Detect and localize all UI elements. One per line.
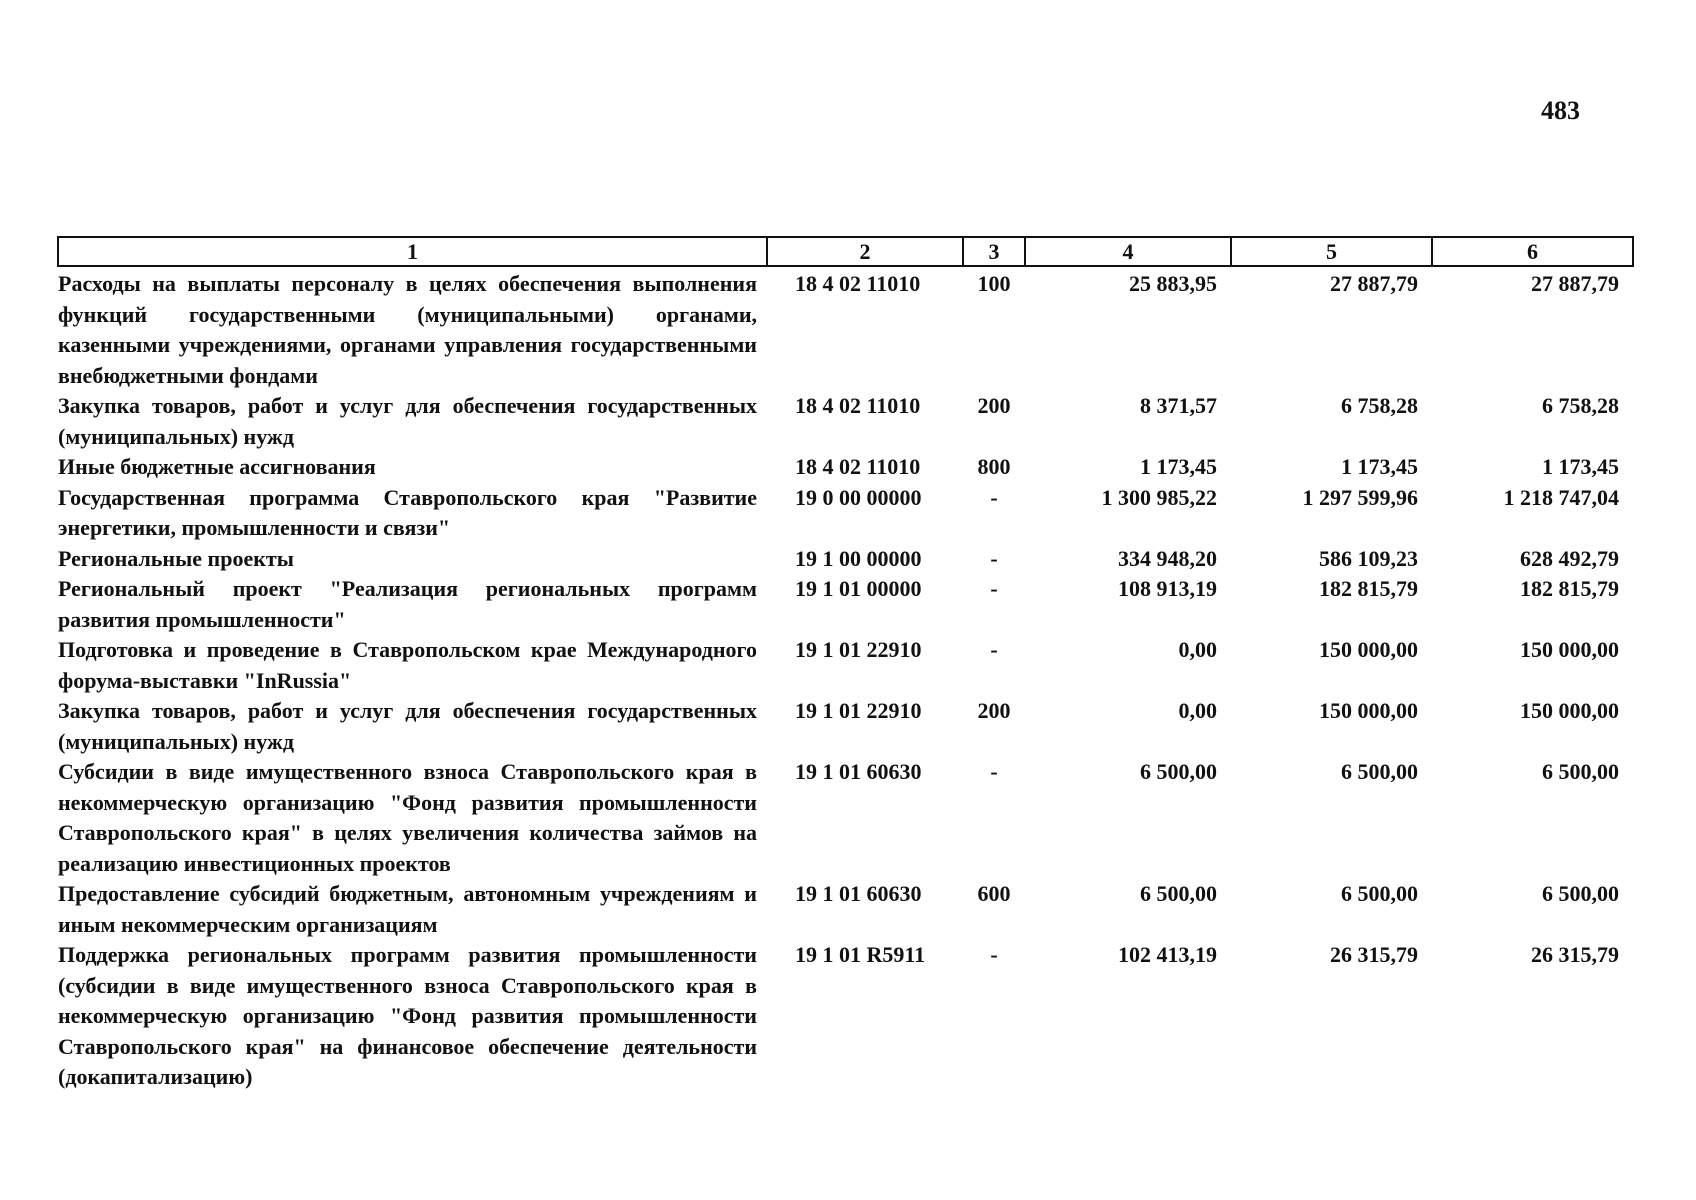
row-name: Поддержка региональных программ развития промышленности (субсидии в виде имущественного взноса Ставропольского края в некоммерческую организацию "Фонд развития промышленности Ставропольского края" на финансовое обеспечение деятельности (докапитализацию) (58, 942, 757, 1089)
row-code: 19 1 01 60630 (795, 881, 922, 906)
row-expense-type: 800 (977, 454, 1011, 479)
row-value-6: 6 500,00 (1542, 759, 1619, 784)
row-expense-type: 200 (977, 698, 1011, 723)
row-expense-type: 200 (977, 393, 1011, 418)
row-value-6: 182 815,79 (1520, 576, 1619, 601)
table-row (58, 757, 1633, 879)
table-row (58, 940, 1633, 1093)
row-name: Иные бюджетные ассигнования (58, 454, 376, 479)
table-row (58, 696, 1633, 757)
budget-table (57, 236, 1634, 1093)
row-name: Закупка товаров, работ и услуг для обеспечения государственных (муниципальных) нужд (58, 698, 757, 754)
row-value-6: 27 887,79 (1531, 271, 1619, 296)
row-value-5: 6 758,28 (1341, 393, 1418, 418)
header-col-1: 1 (58, 237, 767, 266)
table-row (58, 879, 1633, 940)
page-number: 483 (1541, 96, 1580, 125)
row-value-4: 102 413,19 (1118, 942, 1217, 967)
row-expense-type: - (990, 484, 998, 510)
row-value-5: 150 000,00 (1319, 637, 1418, 662)
header-col-2: 2 (767, 237, 963, 266)
row-name: Региональные проекты (58, 545, 294, 571)
row-value-5: 26 315,79 (1330, 942, 1418, 967)
row-value-5: 27 887,79 (1330, 271, 1418, 296)
row-value-6: 6 758,28 (1542, 393, 1619, 418)
row-expense-type: - (990, 759, 998, 784)
header-col-3: 3 (963, 237, 1025, 266)
row-value-5: 182 815,79 (1319, 576, 1418, 601)
row-value-5: 6 500,00 (1341, 759, 1418, 784)
row-code: 19 1 01 60630 (795, 759, 922, 784)
row-value-6: 1 173,45 (1542, 454, 1619, 479)
row-value-4: 1 173,45 (1140, 454, 1217, 479)
row-name: Подготовка и проведение в Ставропольском крае Международного форума-выставки "InRussia" (58, 637, 757, 693)
row-value-5: 1 173,45 (1341, 454, 1418, 479)
header-col-4: 4 (1025, 237, 1231, 266)
row-value-6: 26 315,79 (1531, 942, 1619, 967)
row-name: Региональный проект "Реализация региональных программ развития промышленности" (58, 576, 757, 632)
row-value-6: 150 000,00 (1520, 698, 1619, 723)
row-name: Расходы на выплаты персоналу в целях обеспечения выполнения функций государственными (муниципальными) органами, казенными учреждениями, органами управления государственными внебюджетными фондами (58, 271, 757, 388)
row-expense-type: - (990, 637, 998, 662)
row-value-4: 108 913,19 (1118, 576, 1217, 601)
row-value-4: 8 371,57 (1140, 393, 1217, 418)
row-expense-type: - (990, 576, 998, 601)
row-value-4: 1 300 985,22 (1101, 484, 1217, 510)
table-row (58, 452, 1633, 483)
row-value-5: 150 000,00 (1319, 698, 1418, 723)
row-expense-type: 100 (977, 271, 1011, 296)
row-value-6: 150 000,00 (1520, 637, 1619, 662)
table-body (58, 266, 1633, 1093)
row-value-6: 6 500,00 (1542, 881, 1619, 906)
table-row (58, 483, 1633, 544)
row-name: Закупка товаров, работ и услуг для обеспечения государственных (муниципальных) нужд (58, 393, 757, 449)
row-value-5: 1 297 599,96 (1302, 484, 1418, 510)
table-row (58, 266, 1633, 391)
row-value-5: 6 500,00 (1341, 881, 1418, 906)
table-row (58, 544, 1633, 575)
row-value-6: 1 218 747,04 (1503, 484, 1619, 510)
row-code: 19 1 00 00000 (795, 545, 922, 571)
row-code: 18 4 02 11010 (795, 271, 921, 296)
row-name: Субсидии в виде имущественного взноса Ставропольского края в некоммерческую организацию "Фонд развития промышленности Ставропольского края" в целях увеличения количества займов на реализацию инвестиционных проектов (58, 759, 757, 876)
table-row (58, 574, 1633, 635)
header-col-6: 6 (1432, 237, 1633, 266)
table-row (58, 635, 1633, 696)
row-expense-type: - (990, 545, 998, 571)
header-row (58, 237, 1633, 266)
row-code: 18 4 02 11010 (795, 454, 921, 479)
row-code: 19 1 01 22910 (795, 637, 922, 662)
row-value-4: 6 500,00 (1140, 881, 1217, 906)
row-code: 19 0 00 00000 (795, 484, 922, 510)
table-row (58, 391, 1633, 452)
row-value-4: 0,00 (1178, 637, 1217, 662)
row-name: Предоставление субсидий бюджетным, автономным учреждениям и иным некоммерческим организациям (58, 881, 757, 937)
row-code: 19 1 01 R5911 (795, 942, 926, 967)
row-code: 19 1 01 22910 (795, 698, 922, 723)
row-code: 19 1 01 00000 (795, 576, 922, 601)
row-expense-type: - (990, 942, 998, 967)
row-expense-type: 600 (977, 881, 1011, 906)
header-col-5: 5 (1231, 237, 1432, 266)
row-value-4: 0,00 (1178, 698, 1217, 723)
row-name: Государственная программа Ставропольского края "Развитие энергетики, промышленности и связи" (58, 484, 757, 540)
table-header (58, 237, 1633, 266)
row-value-6: 628 492,79 (1520, 545, 1619, 571)
row-value-4: 25 883,95 (1129, 271, 1217, 296)
row-value-4: 334 948,20 (1118, 545, 1217, 571)
row-code: 18 4 02 11010 (795, 393, 921, 418)
row-value-5: 586 109,23 (1319, 545, 1418, 571)
row-value-4: 6 500,00 (1140, 759, 1217, 784)
